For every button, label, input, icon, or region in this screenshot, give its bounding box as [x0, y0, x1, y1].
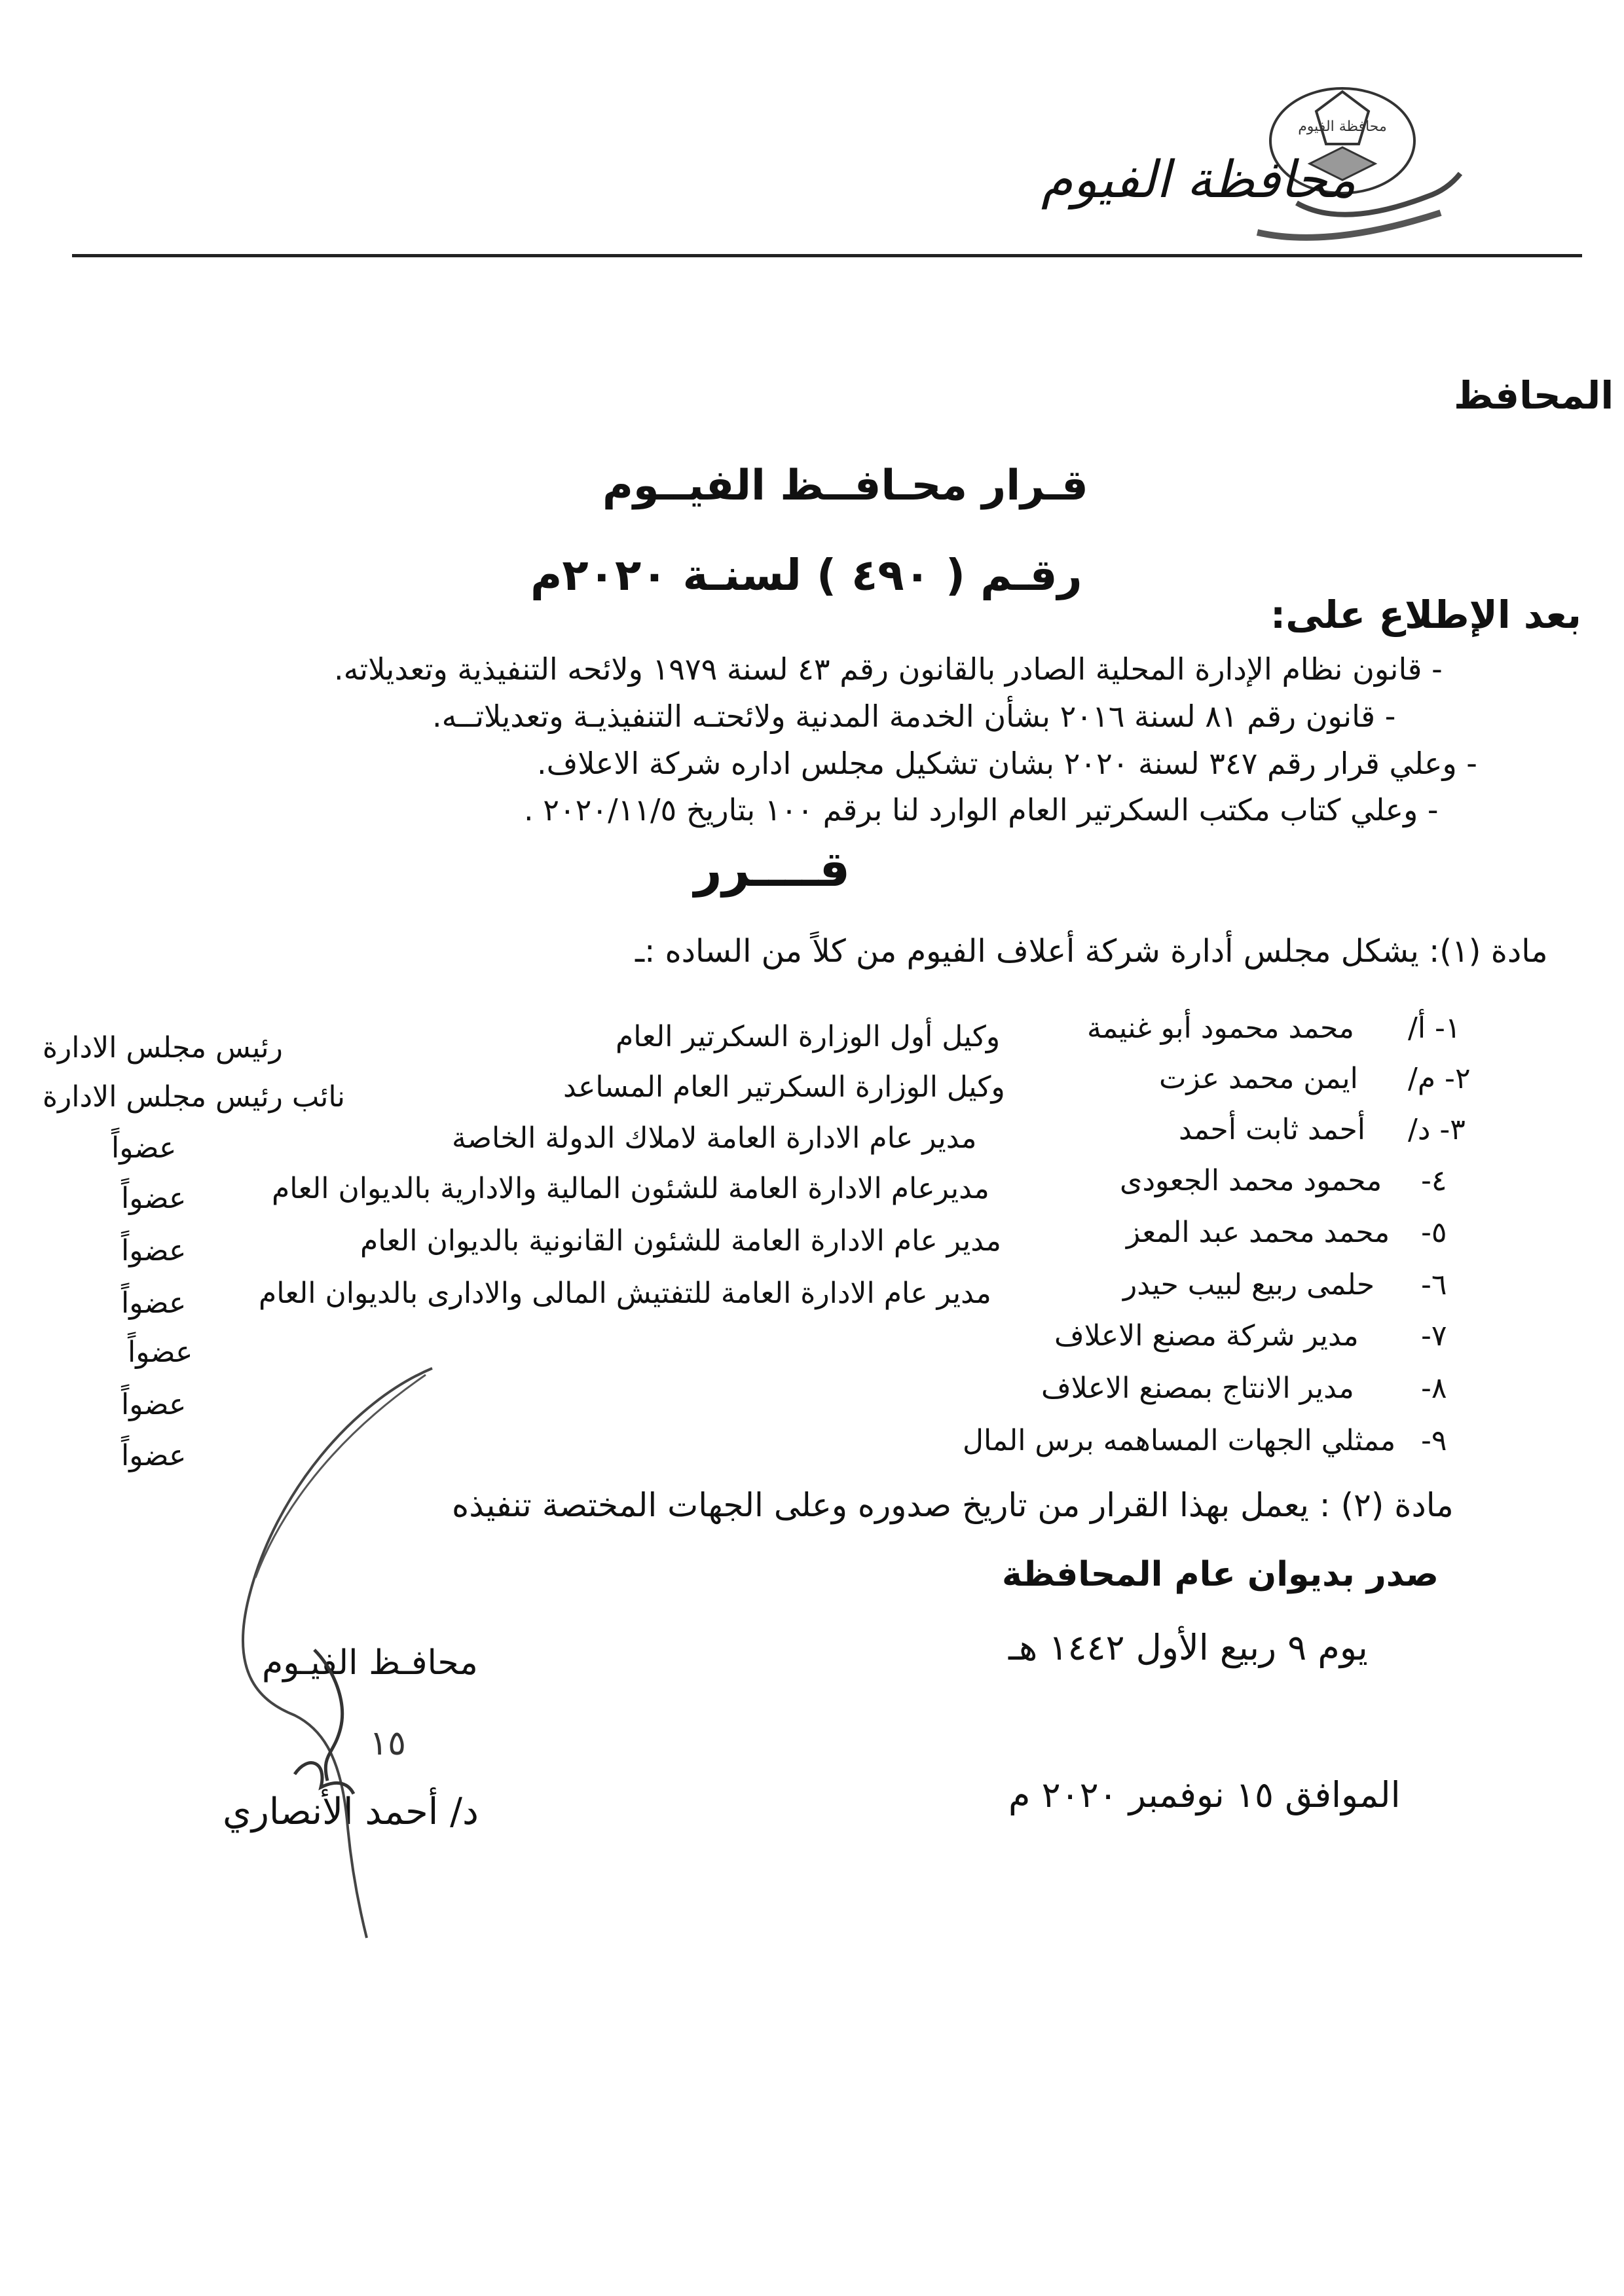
signatory-name: د/ أحمد الأنصاري [223, 1791, 479, 1833]
member-position: مدير عام الادارة العامة للتفتيش المالى والادارى بالديوان العام [259, 1277, 991, 1310]
member-name: ايمن محمد عزت [1159, 1062, 1358, 1095]
member-name: ممثلي الجهات المساهمه برس المال [963, 1424, 1396, 1457]
member-number: ٣- د/ [1408, 1113, 1466, 1146]
member-role: عضواً [121, 1182, 187, 1215]
member-role: عضواً [121, 1286, 187, 1320]
member-name: محمد محمود أبو غنيمة [1087, 1011, 1354, 1045]
member-position: مدير عام الادارة العامة لاملاك الدولة الخاصة [452, 1121, 977, 1155]
member-number: ٢- م/ [1408, 1062, 1471, 1095]
preamble-ref-4: - وعلي كتاب مكتب السكرتير العام الوارد لنا برقم ١٠٠ بتاريخ ٢٠٢٠/١١/٥ . [524, 792, 1439, 828]
header-divider [72, 254, 1582, 257]
member-name: أحمد ثابت أحمد [1179, 1113, 1365, 1146]
member-number: ٥- [1421, 1216, 1447, 1249]
issuer-role: المحافظ [1454, 373, 1614, 418]
decree-title: قـرار محـافــظ الفيــوم [602, 462, 1088, 510]
article-2: مادة (٢) : يعمل بهذا القرار من تاريخ صدوره وعلى الجهات المختصة تنفيذه [452, 1486, 1454, 1524]
preamble-ref-3: - وعلي قرار رقم ٣٤٧ لسنة ٢٠٢٠ بشان تشكيل مجلس اداره شركة الاعلاف. [537, 746, 1477, 781]
member-number: ٩- [1421, 1424, 1447, 1457]
handwritten-signature [236, 1362, 485, 1951]
member-name: محمود محمد الجعودى [1120, 1164, 1382, 1197]
preamble-ref-1: - قانون نظام الإدارة المحلية الصادر بالقانون رقم ٤٣ لسنة ١٩٧٩ ولائحه التنفيذية وتعديلاته. [334, 651, 1443, 687]
gregorian-date: الموافق ١٥ نوفمبر ٢٠٢٠ م [1008, 1774, 1401, 1815]
member-position: مدير عام الادارة العامة للشئون القانونية بالديوان العام [360, 1224, 1001, 1258]
member-role: نائب رئيس مجلس الادارة [43, 1080, 345, 1114]
hijri-date: يوم ٩ ربيع الأول ١٤٤٢ هـ [1008, 1627, 1368, 1668]
governorate-name: محافظة الفيوم [1041, 151, 1356, 210]
decree-number: رقـم ( ٤٩٠ ) لسنـة ٢٠٢٠م [530, 550, 1082, 600]
member-name: محمد محمد عبد المعز [1126, 1216, 1390, 1249]
svg-text:١٥: ١٥ [369, 1724, 406, 1763]
member-number: ٤- [1421, 1164, 1447, 1197]
member-number: ١- أ/ [1408, 1011, 1461, 1045]
member-position: مديرعام الادارة العامة للشئون المالية والادارية بالديوان العام [272, 1172, 989, 1205]
member-role: عضواً [128, 1336, 193, 1369]
member-position: وكيل الوزارة السكرتير العام المساعد [563, 1070, 1005, 1104]
svg-text:محافظة الفيوم: محافظة الفيوم [1298, 118, 1387, 135]
member-role: رئيس مجلس الادارة [43, 1031, 283, 1065]
member-role: عضواً [111, 1131, 177, 1165]
preamble-ref-2: - قانون رقم ٨١ لسنة ٢٠١٦ بشأن الخدمة المدنية ولائحتـه التنفيذيـة وتعديلاتــه. [432, 699, 1396, 734]
member-number: ٧- [1421, 1319, 1447, 1353]
member-name: حلمى ربيع لبيب حيدر [1123, 1268, 1375, 1302]
preamble-heading: بعد الإطلاع على: [1270, 592, 1581, 637]
member-name: مدير الانتاج بمصنع الاعلاف [1041, 1372, 1354, 1405]
member-position: وكيل أول الوزارة السكرتير العام [616, 1020, 1001, 1053]
decided-heading: قــــرر [694, 841, 851, 898]
member-role: عضواً [121, 1234, 187, 1267]
member-number: ٨- [1421, 1372, 1447, 1405]
signatory-title: محافـظ الفيـوم [262, 1643, 478, 1683]
member-number: ٦- [1421, 1268, 1447, 1302]
member-role: عضواً [121, 1388, 187, 1421]
issued-at: صدر بديوان عام المحافظة [1002, 1555, 1439, 1594]
article-1: مادة (١): يشكل مجلس أدارة شركة أعلاف الفيوم من كلاً من الساده :ـ [635, 933, 1548, 970]
member-role: عضواً [121, 1439, 187, 1472]
member-name: مدير شركة مصنع الاعلاف [1054, 1319, 1359, 1353]
